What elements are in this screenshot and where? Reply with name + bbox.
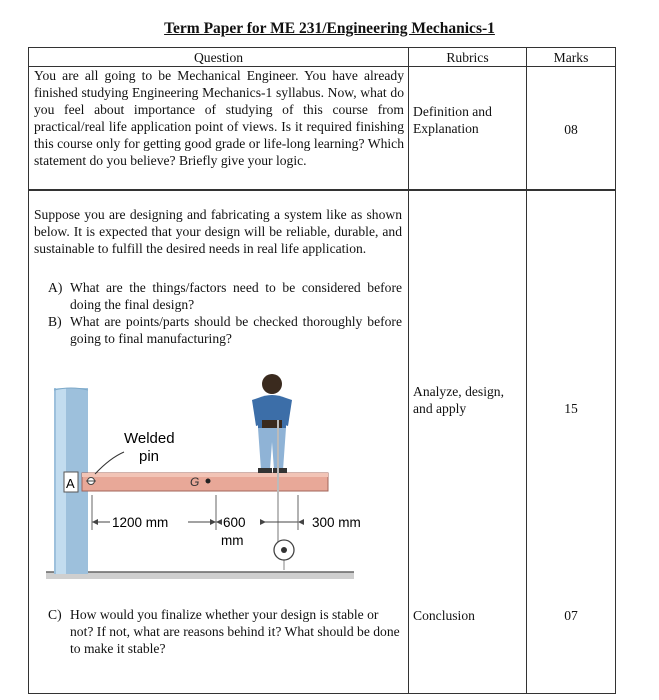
label-g: G bbox=[190, 475, 200, 489]
rubric-1-line2: Explanation bbox=[413, 121, 479, 136]
person bbox=[252, 374, 292, 473]
design-figure bbox=[40, 360, 400, 595]
question-2-items bbox=[48, 279, 402, 347]
dim-600-unit: mm bbox=[221, 533, 244, 548]
rubric-1-line1: Definition and bbox=[413, 104, 492, 119]
document-title: Term Paper for ME 231/Engineering Mechanics-1 bbox=[164, 20, 495, 37]
question-1-text: You are all going to be Mechanical Engineer. You have already finished studying Engineering Mechanics-1 syllabus. Now, what do you feel about importance of studying of this course from practical/real life application point of views. Is it required finishing this course only for getting good grade or life-long learning? Which statement do you believe? Briefly give your logic. bbox=[34, 68, 404, 168]
ground bbox=[46, 572, 354, 579]
item-b-label: B) bbox=[48, 314, 62, 329]
g-dot bbox=[206, 479, 211, 484]
pin-label: pin bbox=[139, 448, 160, 465]
question-2-item-b bbox=[48, 313, 402, 347]
marks-1: 08 bbox=[564, 122, 578, 137]
item-a-label: A) bbox=[48, 280, 63, 295]
dim-300: 300 mm bbox=[312, 515, 361, 530]
rubric-3: Conclusion bbox=[413, 608, 475, 623]
item-b-text: What are points/parts should be checked thoroughly before going to final manufacturing? bbox=[70, 314, 402, 346]
question-c bbox=[48, 606, 402, 657]
marks-3: 07 bbox=[564, 608, 578, 623]
header-rubrics: Rubrics bbox=[446, 50, 489, 65]
question-2-item-a bbox=[48, 279, 402, 313]
dim-1200: 1200 mm bbox=[112, 515, 169, 530]
label-a: A bbox=[66, 476, 75, 491]
header-question: Question bbox=[193, 50, 244, 65]
item-c-label: C) bbox=[48, 607, 62, 622]
question-2-intro: Suppose you are designing and fabricating a system like as shown below. It is expected that your design will be reliable, durable, and sustainable to fulfill the desired needs in real life application. bbox=[34, 207, 402, 256]
item-c-text: How would you finalize whether your design is stable or not? If not, what are reasons behind it? What should be done to make it stable? bbox=[70, 607, 400, 656]
rubric-2-line1: Analyze, design, bbox=[413, 384, 504, 399]
item-a-text: What are the things/factors need to be considered before doing the final design? bbox=[70, 280, 402, 312]
rubric-2-line2: and apply bbox=[413, 401, 467, 416]
welded-label: Welded bbox=[124, 430, 175, 447]
dim-600: 600 bbox=[223, 515, 246, 530]
marks-2: 15 bbox=[564, 401, 578, 416]
header-marks: Marks bbox=[553, 50, 589, 65]
